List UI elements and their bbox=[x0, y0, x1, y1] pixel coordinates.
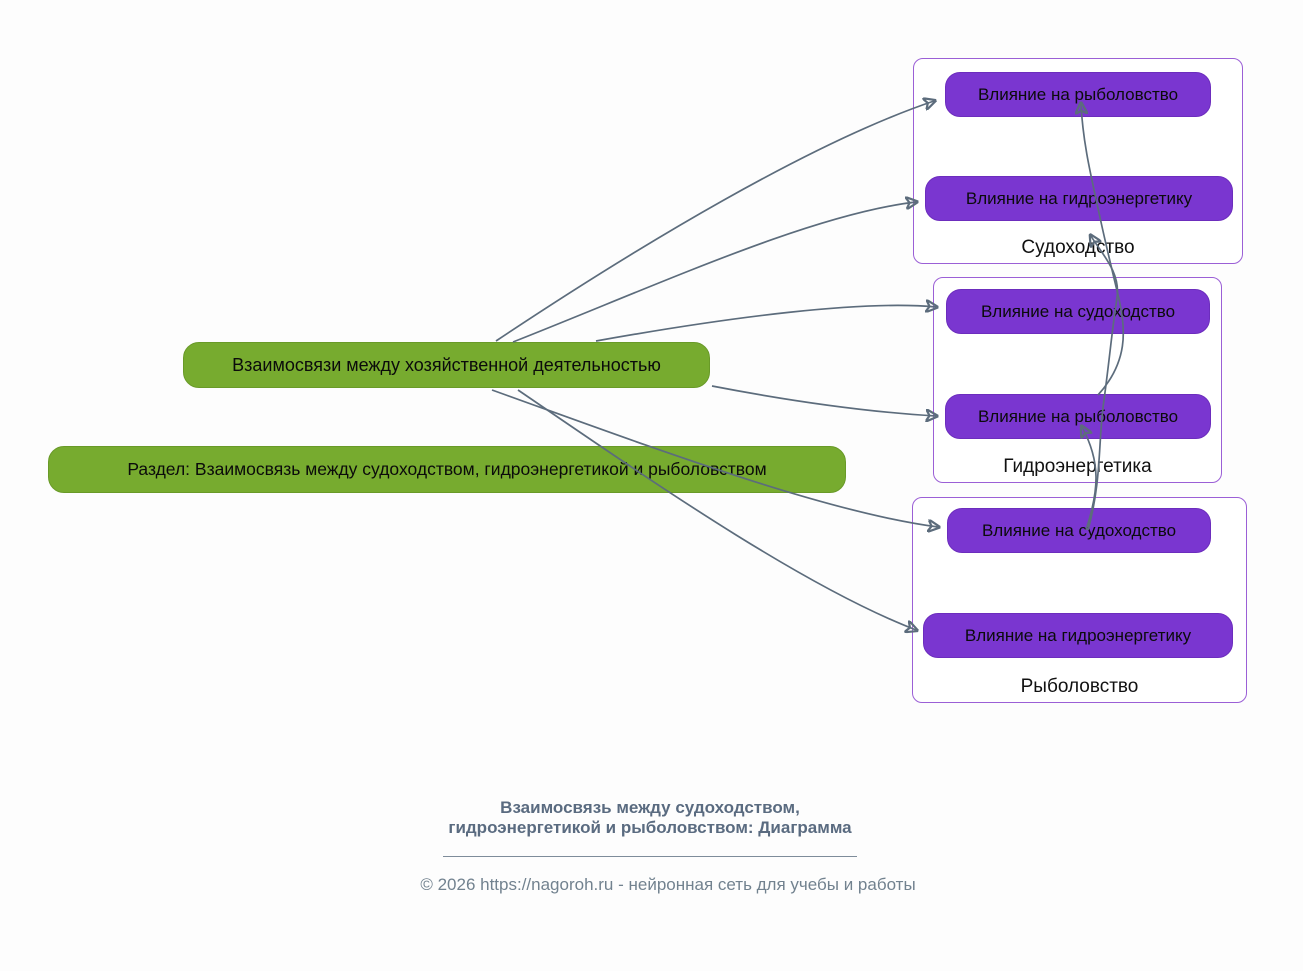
node-hydro-ship: Влияние на судоходство bbox=[946, 289, 1210, 334]
edge-main-to-ship-hydro bbox=[513, 202, 916, 342]
node-main: Взаимосвязи между хозяйственной деятельностью bbox=[183, 342, 710, 388]
node-hydro-fish: Влияние на рыболовство bbox=[945, 394, 1211, 439]
footer-title-line2: гидроэнергетикой и рыболовством: Диаграмма bbox=[448, 818, 852, 837]
edge-main-to-hydro-fish bbox=[712, 386, 936, 416]
node-ship-hydro: Влияние на гидроэнергетику bbox=[925, 176, 1233, 221]
group-hydro-label: Гидроэнергетика bbox=[1003, 456, 1152, 477]
edge-main-to-hydro-ship bbox=[596, 305, 936, 341]
node-fish-ship: Влияние на судоходство bbox=[947, 508, 1211, 553]
node-fish-hydro: Влияние на гидроэнергетику bbox=[923, 613, 1233, 658]
footer-copyright: © 2026 https://nagoroh.ru - нейронная сеть для учебы и работы bbox=[420, 875, 916, 894]
node-section: Раздел: Взаимосвязь между судоходством, гидроэнергетикой и рыболовством bbox=[48, 446, 846, 493]
group-fishing-label: Рыболовство bbox=[1020, 676, 1139, 697]
node-ship-fish: Влияние на рыболовство bbox=[945, 72, 1211, 117]
footer-title bbox=[250, 798, 1050, 838]
group-shipping-label: Судоходство bbox=[1021, 237, 1135, 258]
footer-divider bbox=[443, 856, 857, 857]
footer-title-line1: Взаимосвязь между судоходством, bbox=[500, 798, 800, 817]
edge-main-to-fish-hydro bbox=[518, 390, 916, 630]
edge-main-to-ship-fish bbox=[496, 101, 934, 341]
